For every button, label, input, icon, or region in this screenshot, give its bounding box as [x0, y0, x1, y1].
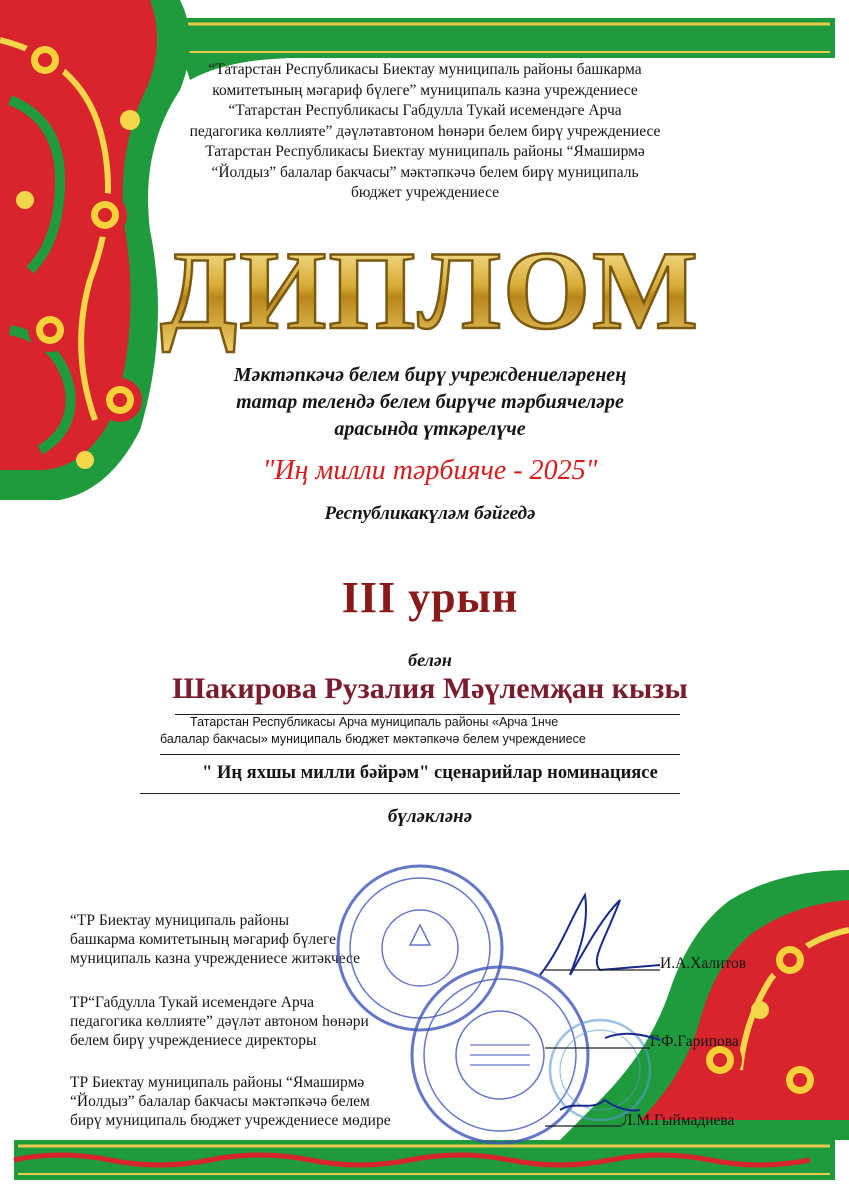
header-line: педагогика көллияте” дәүләтавтоном һөнәри белем бирү учреждениесе — [189, 122, 661, 140]
signatory-name: Л.М.Гыймадиева — [622, 1112, 735, 1129]
signatory-title — [70, 993, 440, 1050]
header-line: Татарстан Республикасы Биектау муниципаль районы “Ямаширмә — [205, 143, 645, 160]
signatory-line: ТР“Габдулла Тукай исемендәге Арча — [70, 994, 315, 1011]
organizers-header — [140, 60, 710, 204]
institution-line: балалар бакчасы» муниципаль бюджет мәктәпкәчә белем учреждениесе — [160, 732, 586, 746]
description-line: татар телендә белем бирүче тәрбиячеләре — [236, 391, 624, 413]
divider — [160, 754, 680, 755]
header-line: “Татарстан Республикасы Габдулла Тукай исемендәге Арча — [228, 102, 622, 119]
signatory-line: бирү муниципаль бюджет учреждениесе мөдире — [70, 1112, 391, 1129]
nomination: " Иң яхшы милли бәйрәм" сценарийлар номинациясе — [202, 763, 658, 783]
description-line: Мәктәпкәчә белем бирү учреждениеләренең — [233, 364, 627, 386]
header-line: “Йолдыз” балалар бакчасы” мәктәпкәчә белем бирү муниципаль — [211, 163, 639, 181]
header-line: “Татарстан Республикасы Биектау муниципаль районы башкарма — [208, 61, 642, 78]
institution-line: Татарстан Республикасы Арча муниципаль районы «Арча 1нче — [190, 715, 559, 729]
signatory-line: “ТР Биектау муниципаль районы — [70, 912, 290, 929]
header-line: комитетының мәгариф бүлеге” муниципаль казна учреждениесе — [212, 81, 638, 99]
header-line: бюджет учреждениесе — [350, 184, 500, 201]
description-line: арасында үткәрелүче — [334, 418, 526, 440]
divider — [140, 793, 680, 794]
diploma-title — [160, 228, 700, 353]
signatory-line: “Йолдыз” балалар бакчасы мәктәпкәчә белем — [70, 1093, 370, 1110]
signatory-line: башкарма комитетының мәгариф бүлеге — [70, 931, 337, 948]
signatory-line: белем бирү учреждениесе директоры — [70, 1032, 317, 1049]
awarded-word: бүләкләнә — [387, 806, 473, 827]
signatory-line: педагогика көллияте” дәүләт автоном һөнәри — [70, 1013, 369, 1030]
diploma-title-text: ДИПЛОМ — [160, 229, 700, 353]
awardee-name: Шакирова Рузалия Мәүлемҗан кызы — [172, 672, 688, 705]
signatory-line: ТР Биектау муниципаль районы “Ямаширмә — [70, 1074, 365, 1091]
signatory-name: И.А.Халитов — [660, 955, 747, 972]
awardee-institution — [160, 714, 680, 748]
signatory-title — [70, 1073, 440, 1130]
with-word: белән — [408, 650, 452, 670]
signatory-name: Г.Ф.Гарипова — [650, 1033, 739, 1050]
signatory-title — [70, 911, 440, 968]
contest-name: "Иң милли тәрбияче - 2025" — [262, 455, 598, 486]
place-award: III урын — [341, 573, 519, 622]
signatory-line: муниципаль казна учреждениесе житәкчесе — [70, 950, 360, 967]
contest-level: Республикакүләм бәйгедә — [324, 503, 536, 524]
contest-description — [170, 362, 690, 443]
